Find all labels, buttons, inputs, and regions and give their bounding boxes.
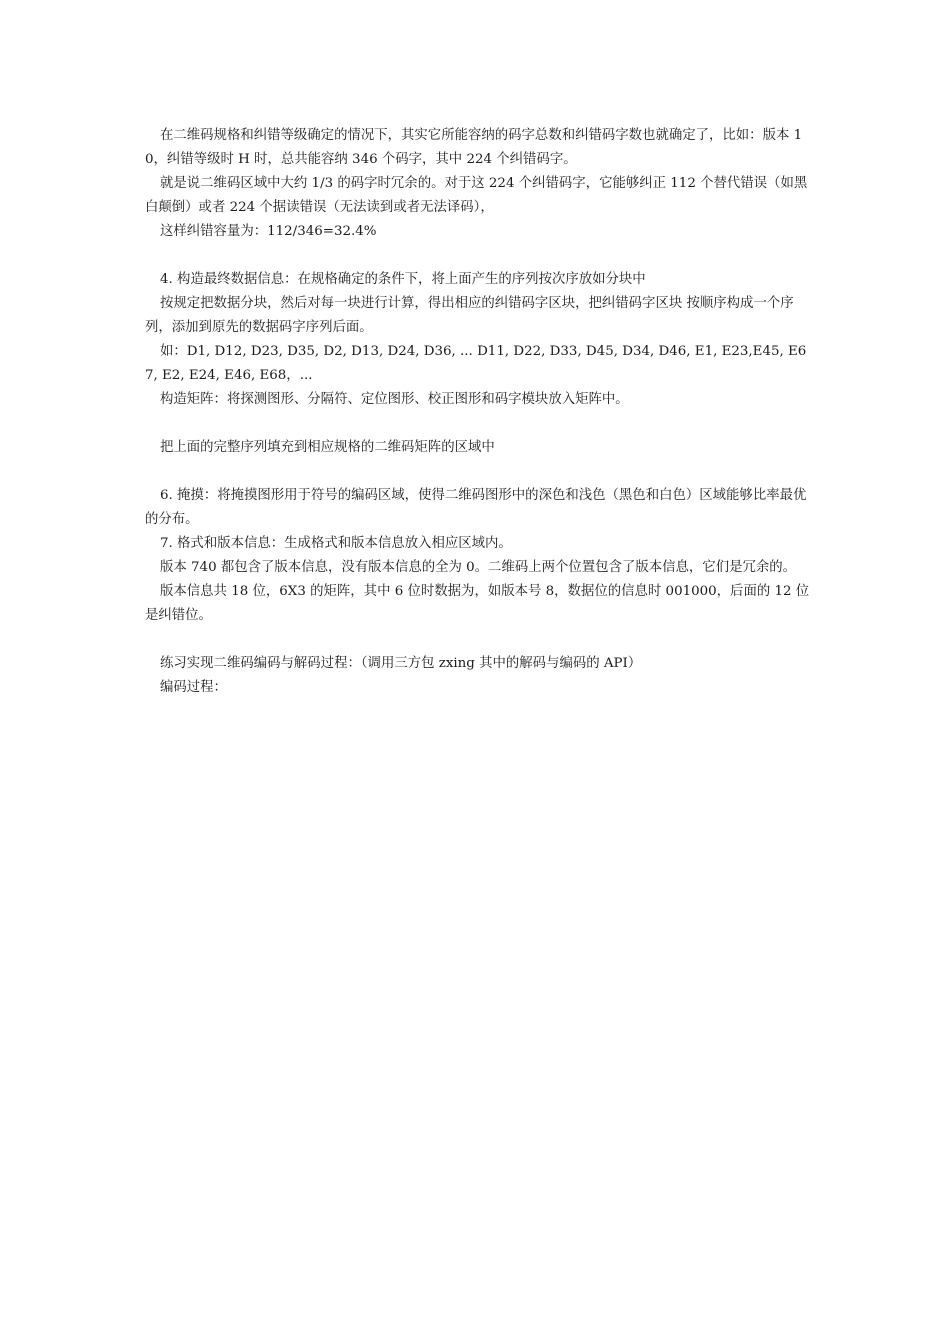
paragraph-step-7-format: 7. 格式和版本信息：生成格式和版本信息放入相应区域内。 xyxy=(160,536,512,551)
paragraph-block-split: 按规定把数据分块，然后对每一块进行计算，得出相应的纠错码字区块，把纠错码字区块 按顺序构成一个序列，添加到原先的数据码字序列后面。 xyxy=(145,296,794,335)
paragraph-step-6-mask: 6. 掩摸：将掩摸图形用于符号的编码区域，使得二维码图形中的深色和浅色（黑色和白色）区域能够比率最优的分布。 xyxy=(145,488,807,527)
paragraph-version-info: 版本 740 都包含了版本信息，没有版本信息的全为 0。二维码上两个位置包含了版本信息，它们是冗余的。 xyxy=(160,560,797,575)
paragraph-fill-matrix: 把上面的完整序列填充到相应规格的二维码矩阵的区域中 xyxy=(160,440,495,455)
paragraph-build-matrix: 构造矩阵：将探测图形、分隔符、定位图形、校正图形和码字模块放入矩阵中。 xyxy=(160,392,629,407)
blank-line xyxy=(145,628,813,652)
paragraph-capacity-ratio: 这样纠错容量为：112/346=32.4% xyxy=(160,224,377,239)
paragraph-redundancy: 就是说二维码区域中大约 1/3 的码字时冗余的。对于这 224 个纠错码字，它能够纠正 112 个替代错误（如黑白颠倒）或者 224 个据读错误（无法读到或者无法译码）， xyxy=(145,176,808,215)
document-body xyxy=(145,124,813,700)
blank-line xyxy=(145,460,813,484)
paragraph-sequence-example: 如：D1, D12, D23, D35, D2, D13, D24, D36, ... D11, D22, D33, D45, D34, D46, E1, E23,E45, E67, E2, E24, E46, E68，... xyxy=(145,344,807,383)
paragraph-step-4: 4. 构造最终数据信息：在规格确定的条件下，将上面产生的序列按次序放如分块中 xyxy=(160,272,646,287)
blank-line xyxy=(145,244,813,268)
paragraph-capacity: 在二维码规格和纠错等级确定的情况下，其实它所能容纳的码字总数和纠错码字数也就确定了，比如：版本 10，纠错等级时 H 时，总共能容纳 346 个码字，其中 224 个纠错码字。 xyxy=(145,128,803,167)
blank-line xyxy=(145,412,813,436)
paragraph-exercise: 练习实现二维码编码与解码过程：（调用三方包 zxing 其中的解码与编码的 API） xyxy=(160,656,642,671)
paragraph-encoding-process: 编码过程： xyxy=(160,680,227,695)
paragraph-version-bits: 版本信息共 18 位，6X3 的矩阵，其中 6 位时数据为，如版本号 8，数据位的信息时 001000，后面的 12 位是纠错位。 xyxy=(145,584,810,623)
